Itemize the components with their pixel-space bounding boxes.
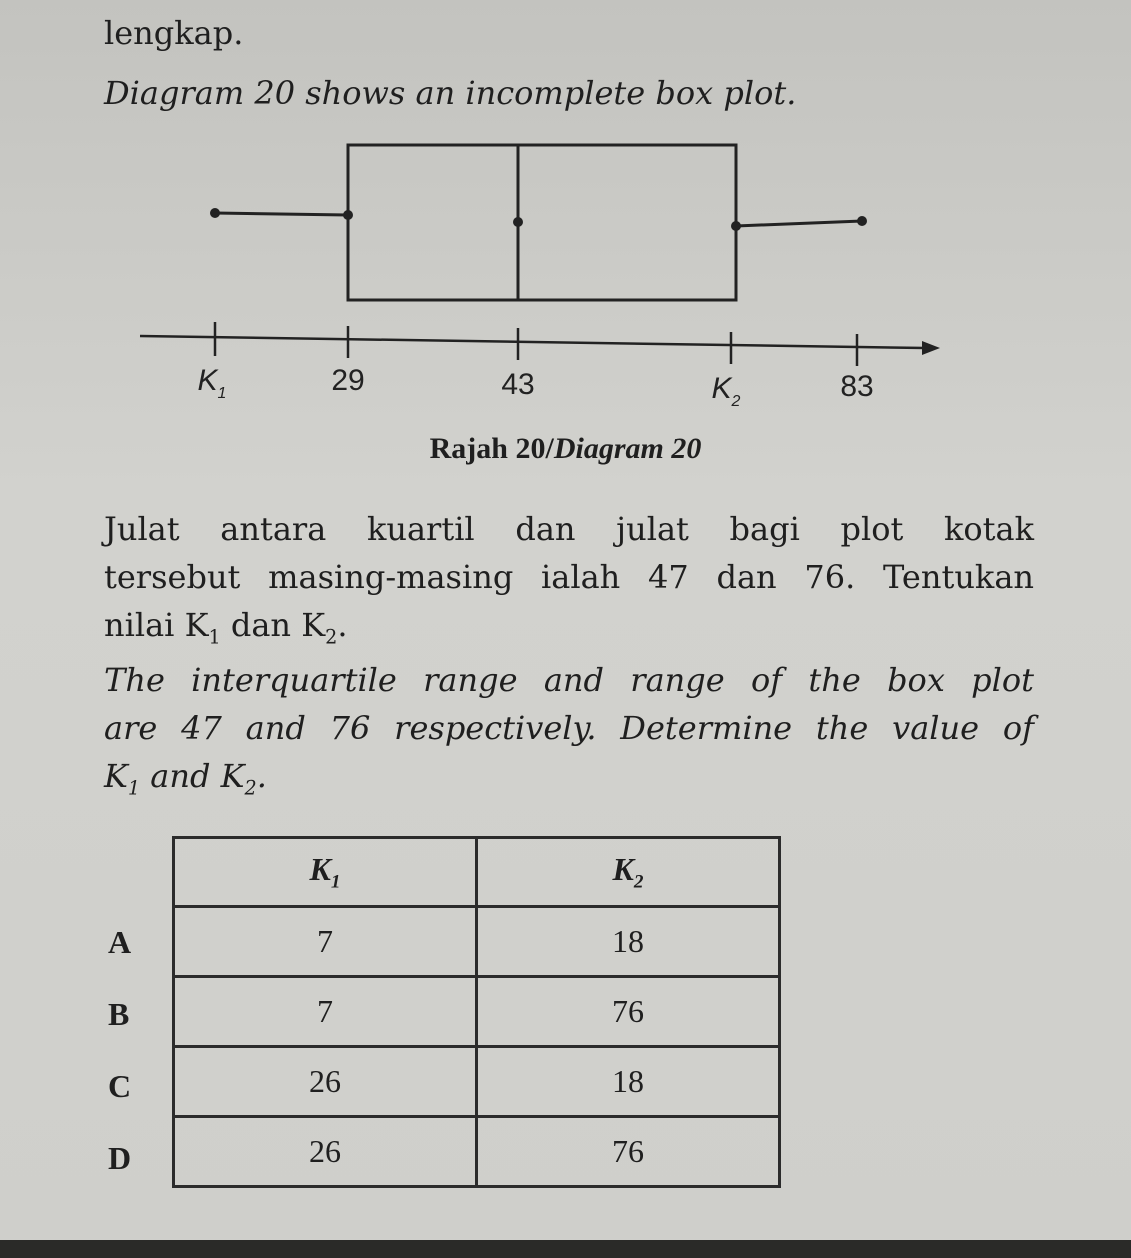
- median-dot: [513, 217, 523, 227]
- right-whisker: [736, 221, 862, 226]
- option-letter-c[interactable]: C: [108, 1068, 132, 1104]
- question-malay: [104, 505, 1034, 649]
- box-plot-box: [348, 145, 736, 300]
- option-d-k1: 26: [174, 1117, 477, 1187]
- tick-label-median: 43: [501, 368, 535, 401]
- question-malay-line-1: Julat antara kuartil dan julat bagi plot kotak: [104, 510, 1034, 548]
- diagram-caption: [0, 432, 1131, 466]
- box-plot-diagram: [0, 0, 1131, 430]
- question-english: [104, 656, 1034, 800]
- axis-arrow-icon: [922, 341, 940, 355]
- header-k2: $K_2$: [477, 838, 780, 907]
- option-row-c[interactable]: [174, 1047, 780, 1117]
- intro-malay-text: lengkap.: [104, 14, 244, 52]
- intro-english-text: Diagram 20 shows an incomplete box plot.: [104, 74, 797, 112]
- q3-dot: [731, 221, 741, 231]
- option-c-k1: 26: [174, 1047, 477, 1117]
- question-english-line-3: $K_1$ and $K_2$.: [104, 757, 267, 800]
- question-english-line-1: The interquartile range and range of the box plot: [104, 661, 1034, 699]
- number-line: [140, 336, 925, 348]
- option-letter-b[interactable]: B: [108, 996, 130, 1032]
- option-b-k1: 7: [174, 977, 477, 1047]
- option-row-d[interactable]: [174, 1117, 780, 1187]
- question-malay-line-2: tersebut masing-masing ialah 47 dan 76. Tentukan: [104, 558, 1034, 596]
- tick-label-max: 83: [840, 370, 874, 403]
- options-header-row: [174, 838, 780, 907]
- option-a-k1: 7: [174, 907, 477, 977]
- option-row-a[interactable]: [174, 907, 780, 977]
- caption-malay: Rajah 20/: [429, 432, 554, 465]
- left-whisker: [215, 213, 348, 215]
- option-d-k2: 76: [477, 1117, 780, 1187]
- options-table: [172, 836, 781, 1188]
- option-b-k2: 76: [477, 977, 780, 1047]
- option-row-b[interactable]: [174, 977, 780, 1047]
- question-english-line-2: are 47 and 76 respectively. Determine the value of: [104, 709, 1034, 747]
- question-malay-line-3: nilai $K_1$ dan $K_2$.: [104, 606, 348, 649]
- caption-english: Diagram 20: [553, 432, 702, 465]
- option-a-k2: 18: [477, 907, 780, 977]
- tick-label-q1: 29: [331, 364, 365, 397]
- header-k1: $K_1$: [174, 838, 477, 907]
- bottom-edge: [0, 1240, 1131, 1258]
- tick-label-k2: $K_2$: [711, 372, 741, 410]
- min-dot: [210, 208, 220, 218]
- max-dot: [857, 216, 867, 226]
- tick-label-k1: $K_1$: [197, 364, 227, 402]
- q1-dot: [343, 210, 353, 220]
- option-c-k2: 18: [477, 1047, 780, 1117]
- option-letter-d[interactable]: D: [108, 1140, 132, 1176]
- option-letter-a[interactable]: A: [108, 924, 132, 960]
